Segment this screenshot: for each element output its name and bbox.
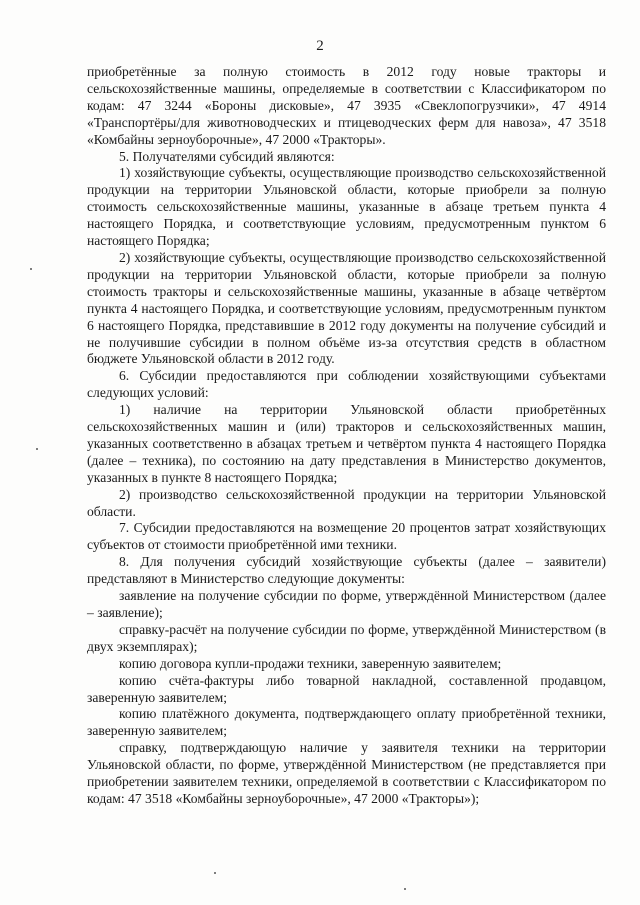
paragraph-continuation: приобретённые за полную стоимость в 2012 году новые тракторы и сельскохозяйственные машины, определяемые в соответствии с Классификатором по кодам: 47 3244 «Бороны дисковые», 47 3935 «Свеклопогрузчики», 47 4914 «Транспортёры/для животноводческих и птицеводческих ферм для навоза», 47 3518 «Комбайны зерноуборочные», 47 2000 «Тракторы». [87,64,606,147]
scan-speck [404,888,406,890]
paragraph-item-6-2: 2) производство сельскохозяйственной продукции на территории Ульяновской области. [87,486,606,519]
scan-speck [36,448,38,450]
paragraph-item-5-2: 2) хозяйствующие субъекты, осуществляющие производство сельскохозяйственной продукции на территории Ульяновской области, которые приобрели за полную стоимость тракторы и сельскохозяйственные машины, указанные в абзаце четвёртом пункта 4 настоящего Порядка, и соответствующие условиям, предусмотренным пунктом 6 настоящего Порядка, представившие в 2012 году документы на получение субсидий и не получившие субсидии в полном объёме из-за отсутствия средств в областном бюджете Ульяновской области в 2012 году. [87,249,606,367]
paragraph-item-6: 6. Субсидии предоставляются при соблюдении хозяйствующими субъектами следующих условий: [87,368,606,401]
paragraph-doc-contract: копию договора купли-продажи техники, заверенную заявителем; [119,655,502,671]
scan-speck [214,872,216,874]
paragraph-item-7: 7. Субсидии предоставляются на возмещение 20 процентов затрат хозяйствующих субъектов от стоимости приобретённой ими техники. [87,520,606,553]
paragraph-doc-certificate: справку, подтверждающую наличие у заявителя техники на территории Ульяновской области, по форме, утверждённой Министерством (не представляется при приобретении заявителем техники, определяемой в соответствии с Классификатором по кодам: 47 3518 «Комбайны зерноуборочные», 47 2000 «Тракторы»); [87,740,606,806]
document-body [87,64,606,808]
paragraph-item-6-1: 1) наличие на территории Ульяновской области приобретённых сельскохозяйственных машин и (или) тракторов и сельскохозяйственных машин, указанных соответственно в абзацах третьем и четвёртом пункта 4 настоящего Порядка (далее – техника), по состоянию на дату представления в Министерство документов, указанных в пункте 8 настоящего Порядка; [87,402,606,485]
paragraph-item-5: 5. Получателями субсидий являются: [119,148,335,164]
paragraph-doc-invoice: копию счёта-фактуры либо товарной накладной, составленной продавцом, заверенную заявителем; [87,672,606,705]
paragraph-item-5-1: 1) хозяйствующие субъекты, осуществляющие производство сельскохозяйственной продукции на территории Ульяновской области, которые приобрели за полную стоимость сельскохозяйственные машины, указанные в абзаце третьем пункта 4 настоящего Порядка, и соответствующие условиям, предусмотренным пунктом 6 настоящего Порядка; [87,165,606,249]
paragraph-doc-calculation: справку-расчёт на получение субсидии по форме, утверждённой Министерством (в двух экземплярах); [87,621,606,654]
paragraph-item-8: 8. Для получения субсидий хозяйствующие субъекты (далее – заявители) представляют в Министерство следующие документы: [87,554,606,587]
scan-speck [30,268,32,270]
paragraph-doc-application: заявление на получение субсидии по форме, утверждённой Министерством (далее – заявление); [87,588,606,620]
paragraph-doc-payment: копию платёжного документа, подтверждающего оплату приобретённой техники, заверенную заявителем; [87,706,606,739]
page-number: 2 [316,38,324,54]
